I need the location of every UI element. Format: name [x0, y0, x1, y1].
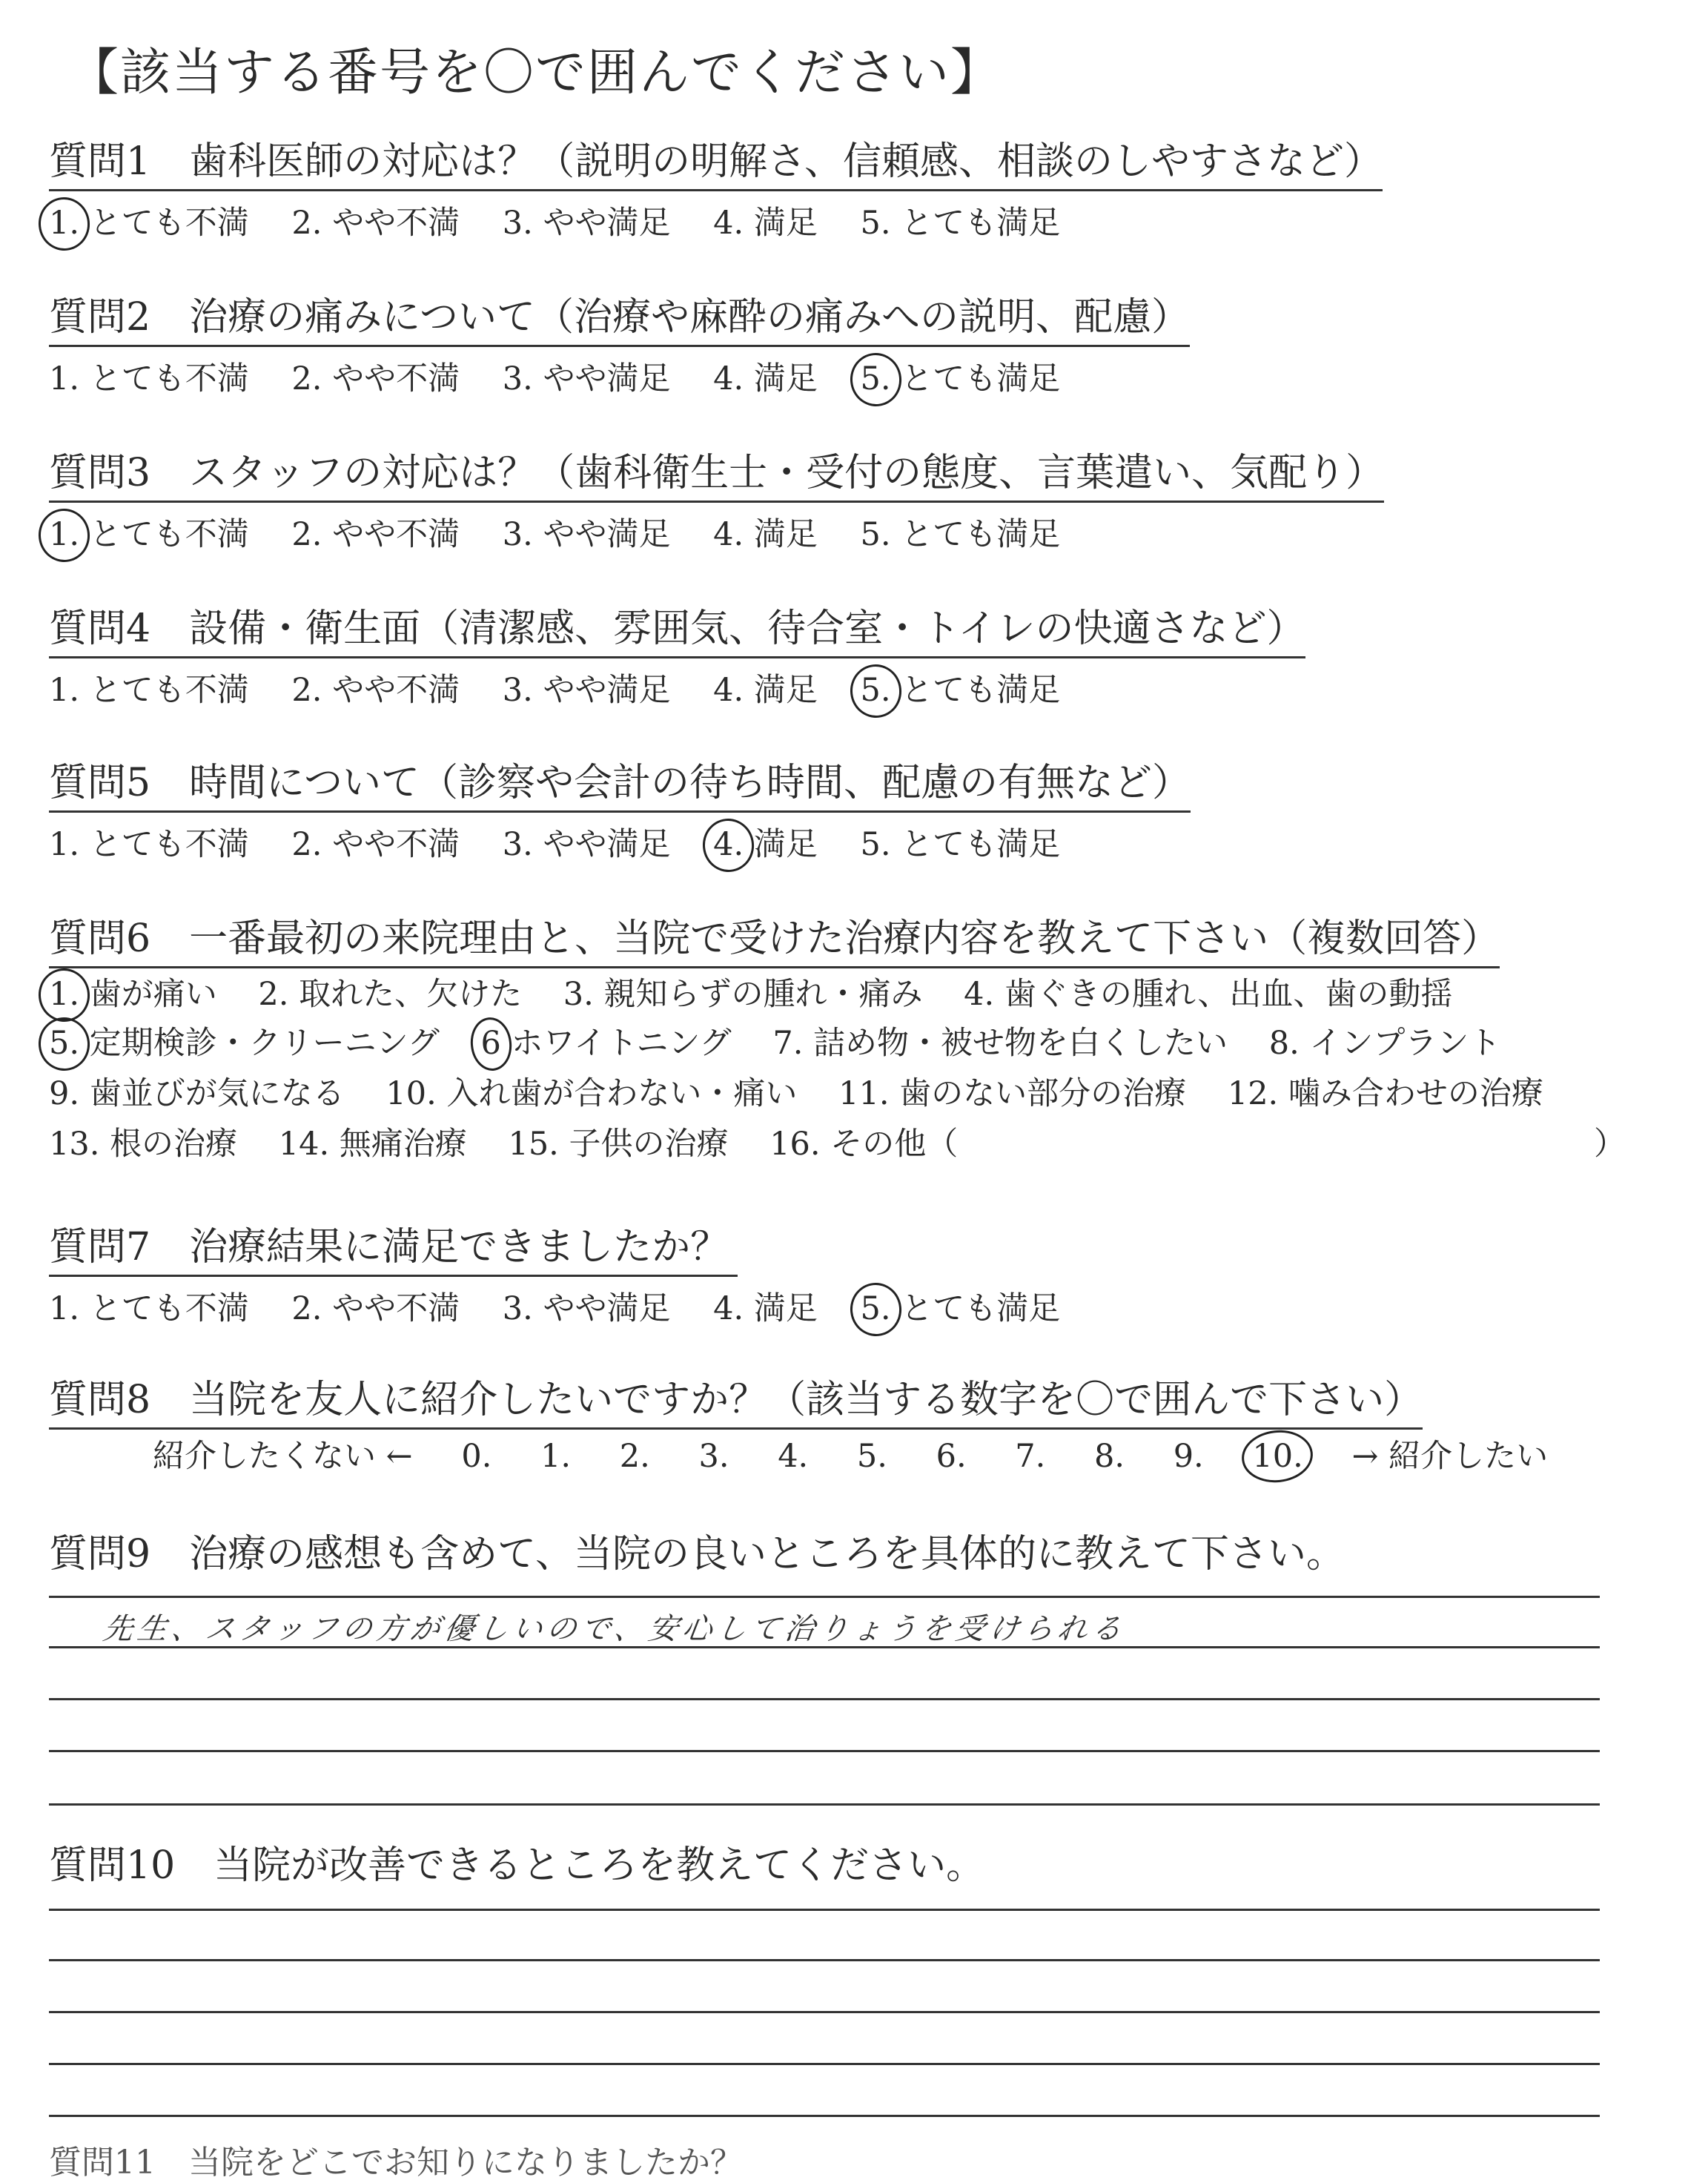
question-3-options [49, 516, 1384, 555]
scale-10[interactable]: 10. [1252, 1438, 1302, 1475]
question-4-heading: 質問4 設備・衛生面（清潔感、雰囲気、待合室・トイレの快適さなど） [49, 607, 1305, 658]
question-1-heading: 質問1 歯科医師の対応は？（説明の明解さ、信頼感、相談のしやすさなど） [49, 139, 1383, 191]
q6-option-10[interactable]: 10. 入れ歯が合わない・痛い [385, 1075, 798, 1112]
question-8-heading: 質問8 当院を友人に紹介したいですか？（該当する数字を〇で囲んで下さい） [49, 1378, 1423, 1430]
q6-row-1 [49, 976, 1483, 1014]
q6-option-8[interactable]: 8. インプラント [1268, 1025, 1501, 1062]
q7-option-2[interactable]: 2. やや不満 [291, 1290, 460, 1328]
question-6 [49, 917, 1500, 968]
answer-line [49, 1803, 1600, 1806]
question-1-options [49, 205, 1383, 243]
q6-option-16[interactable]: 16. その他（ [769, 1126, 959, 1163]
question-7-heading: 質問7 治療結果に満足できましたか？ [49, 1225, 738, 1277]
question-11-heading-cut: 質問11 当院をどこでお知りになりましたか？ [49, 2144, 743, 2182]
q6-option-2[interactable]: 2. 取れた、欠けた [258, 976, 523, 1013]
q2-option-5[interactable]: 5. とても満足 [861, 360, 1061, 399]
selection-circle [847, 662, 904, 720]
q3-option-4[interactable]: 4. 満足 [713, 516, 818, 554]
handwritten-answer[interactable]: 先生、スタッフの方が優しいので、安心して治りょうを受けられる [101, 1612, 1128, 1646]
selection-circle [847, 1281, 904, 1338]
q6-option-4[interactable]: 4. 歯ぐきの腫れ、出血、歯の動揺 [964, 976, 1453, 1013]
recommend-scale [153, 1431, 1586, 1476]
selection-circle [36, 1015, 92, 1073]
q3-option-3[interactable]: 3. やや満足 [502, 516, 671, 554]
q6-other-close-paren: ） [1594, 1126, 1626, 1163]
q6-option-13[interactable]: 13. 根の治療 [49, 1126, 238, 1163]
scale-9[interactable]: 9. [1173, 1438, 1204, 1475]
q4-option-3[interactable]: 3. やや満足 [502, 672, 671, 710]
q1-option-2[interactable]: 2. やや不満 [291, 205, 460, 242]
q6-option-15[interactable]: 15. 子供の治療 [508, 1126, 729, 1163]
question-4 [49, 607, 1305, 710]
q7-option-4[interactable]: 4. 満足 [713, 1290, 818, 1328]
q5-option-3[interactable]: 3. やや満足 [502, 826, 671, 864]
q6-option-3[interactable]: 3. 親知らずの腫れ・痛み [563, 976, 923, 1013]
q6-row-4 [49, 1126, 989, 1164]
q6-option-6[interactable]: 6 ホワイトニング [481, 1025, 732, 1063]
q1-option-4[interactable]: 4. 満足 [713, 205, 818, 242]
scale-2[interactable]: 2. [619, 1438, 650, 1475]
q5-option-1[interactable]: 1. とても不満 [49, 826, 249, 864]
q2-option-2[interactable]: 2. やや不満 [291, 360, 460, 398]
q6-option-11[interactable]: 11. 歯のない部分の治療 [838, 1075, 1187, 1112]
answer-line [49, 1750, 1600, 1752]
q3-option-5[interactable]: 5. とても満足 [860, 516, 1061, 554]
q1-option-1[interactable]: 1. とても不満 [49, 205, 249, 243]
question-3-heading: 質問3 スタッフの対応は？（歯科衛生士・受付の態度、言葉遣い、気配り） [49, 451, 1384, 503]
q5-option-4[interactable]: 4. 満足 [713, 826, 818, 865]
scale-8[interactable]: 8. [1094, 1438, 1125, 1475]
question-3 [49, 451, 1384, 555]
scale-right-label: → 紹介したい [1351, 1438, 1549, 1475]
selection-circle [1239, 1427, 1316, 1486]
question-6-heading: 質問6 一番最初の来院理由と、当院で受けた治療内容を教えて下さい（複数回答） [49, 917, 1500, 968]
selection-circle [36, 966, 92, 1024]
q5-option-2[interactable]: 2. やや不満 [291, 826, 460, 864]
question-5 [49, 761, 1191, 865]
question-7 [49, 1225, 1093, 1329]
answer-line [49, 2115, 1600, 2117]
scale-0[interactable]: 0. [461, 1438, 492, 1475]
q1-option-5[interactable]: 5. とても満足 [860, 205, 1061, 242]
q6-option-1[interactable]: 1. 歯が痛い [49, 976, 217, 1014]
answer-line [49, 1698, 1600, 1700]
question-10-heading: 質問10 当院が改善できるところを教えてください。 [49, 1843, 985, 1888]
q4-option-1[interactable]: 1. とても不満 [49, 672, 249, 710]
scale-left-label: 紹介したくない ← [153, 1438, 413, 1475]
q7-option-5[interactable]: 5. とても満足 [861, 1290, 1061, 1329]
selection-circle [847, 351, 904, 409]
q4-option-2[interactable]: 2. やや不満 [291, 672, 460, 710]
selection-circle [36, 506, 92, 564]
scale-1[interactable]: 1. [540, 1438, 572, 1475]
q2-option-1[interactable]: 1. とても不満 [49, 360, 249, 398]
question-9-heading: 質問9 治療の感想も含めて、当院の良いところを具体的に教えて下さい。 [49, 1532, 1345, 1576]
q6-option-12[interactable]: 12. 噛み合わせの治療 [1227, 1075, 1543, 1112]
q6-option-14[interactable]: 14. 無痛治療 [278, 1126, 467, 1163]
question-5-heading: 質問5 時間について（診察や会計の待ち時間、配慮の有無など） [49, 761, 1191, 813]
answer-line [49, 1909, 1600, 1911]
q4-option-5[interactable]: 5. とても満足 [861, 672, 1061, 710]
question-9 [49, 1532, 1345, 1582]
question-2-heading: 質問2 治療の痛みについて（治療や麻酔の痛みへの説明、配慮） [49, 295, 1190, 347]
answer-line [49, 2011, 1600, 2013]
scale-3[interactable]: 3. [698, 1438, 729, 1475]
scale-4[interactable]: 4. [778, 1438, 809, 1475]
q6-option-7[interactable]: 7. 詰め物・被せ物を白くしたい [772, 1025, 1228, 1062]
answer-line [49, 1596, 1600, 1598]
instruction-title: 【該当する番号を〇で囲んでください】 [68, 44, 1003, 102]
q4-option-4[interactable]: 4. 満足 [713, 672, 818, 710]
q6-row-2 [49, 1025, 1532, 1063]
answer-line [49, 1959, 1600, 1961]
selection-circle [468, 1015, 514, 1072]
q6-option-5[interactable]: 5. 定期検診・クリーニング [49, 1025, 440, 1063]
answer-line [49, 1646, 1600, 1648]
q3-option-1[interactable]: 1. とても不満 [49, 516, 249, 555]
q7-option-3[interactable]: 3. やや満足 [502, 1290, 671, 1328]
q3-option-2[interactable]: 2. やや不満 [291, 516, 460, 554]
q5-option-5[interactable]: 5. とても満足 [860, 826, 1061, 864]
answer-line [49, 2063, 1600, 2065]
question-2-options [49, 360, 1190, 399]
q7-option-1[interactable]: 1. とても不満 [49, 1290, 249, 1328]
scale-7[interactable]: 7. [1015, 1438, 1046, 1475]
question-2 [49, 295, 1190, 399]
question-7-options [49, 1290, 1093, 1329]
question-10 [49, 1843, 984, 1893]
selection-circle [36, 195, 92, 253]
q6-row-3 [49, 1075, 1575, 1114]
question-4-options [49, 672, 1305, 710]
selection-circle [701, 816, 757, 874]
q2-option-4[interactable]: 4. 満足 [713, 360, 818, 398]
scale-6[interactable]: 6. [936, 1438, 967, 1475]
question-5-options [49, 826, 1191, 865]
q2-option-3[interactable]: 3. やや満足 [502, 360, 671, 398]
scale-5[interactable]: 5. [856, 1438, 887, 1475]
question-8 [49, 1378, 1423, 1430]
q6-option-9[interactable]: 9. 歯並びが気になる [49, 1075, 345, 1112]
q1-option-3[interactable]: 3. やや満足 [502, 205, 671, 242]
question-1 [49, 139, 1383, 243]
